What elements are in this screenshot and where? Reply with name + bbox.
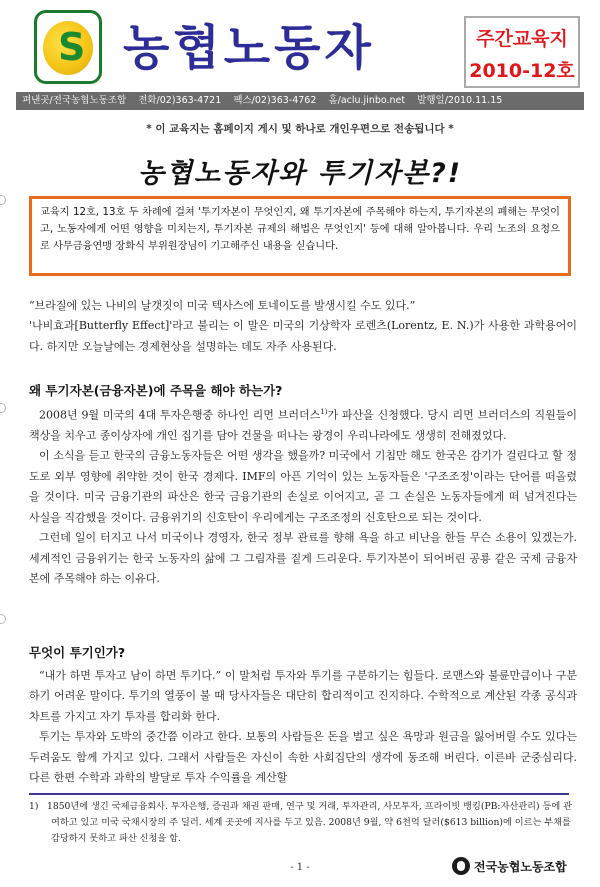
intro-box: 교육지 12호, 13호 두 차례에 걸쳐 '투기자본이 무엇인지, 왜 투기자본에 주목해야 하는지, 투기자본의 폐해는 무엇이고, 노동자에게 어떤 영향을 미치는지, 투기자본 규제의 해법은 무엇인지' 등에 대해 알아봅니다. 우리 노조의 요청으로 사무금융연맹 장화식 부위원장님이 기고해주신 내용을 싣습니다. [29,196,571,276]
publication-info-bar [16,92,584,110]
opening-paragraphs [29,296,577,357]
article-title: 농협노동자와 투기자본?! [137,158,463,189]
section-body [29,402,577,589]
binder-hole [0,195,6,205]
union-logo [34,10,102,84]
footer-org-name: 전국농협노동조합 [474,860,567,874]
phone: 전화/02)363-4721 [138,95,222,106]
issue-number: 2010-12호 [469,60,575,82]
publisher: 펴낸곳/전국농협노동조합 [22,95,127,106]
section-heading: 왜 투기자본(금융자본)에 주목을 해야 하는가? [29,383,283,398]
paragraph: “내가 하면 투자고 남이 하면 투기다.” 이 말처럼 투자와 투기를 구분하기는 힘들다. 로맨스와 불륜만큼이나 구분하기 어려운 말이다. 투기의 열풍이 불 때 당사자들은 대단히 합리적이고 진지하다. 수학적으로 계산된 각종 공식과 차트를 가지고 자기 투자를 합리화 한다. [29,669,577,723]
paragraph: 투기는 투자와 도박의 중간쯤 이라고 한다. 보통의 사람들은 돈을 벌고 싶은 욕망과 원금을 잃어버릴 수도 있다는 두려움도 함께 가지고 있다. 그래서 사람들은 자신이 속한 사회집단의 생각에 동조해 버린다. 이른바 군중심리다. 다른 한편 수학과 과학의 발달로 투자 수익률을 계산할 [29,730,577,785]
newsletter-name: 농협노동자 [123,20,375,76]
section-heading: 무엇이 투기인가? [29,645,126,660]
logo-letter: S [58,25,86,69]
paragraph-text: 가 파산을 신청했다. 당시 리먼 브러더스의 직원들이 책상을 치우고 종이상자에 개인 집기를 담아 건물을 떠나는 광경이 우리나라에도 생생히 전해졌었다. [29,408,577,443]
publish-date: 발행일/2010.11.15 [417,95,503,106]
fax: 팩스/02)363-4762 [233,95,317,106]
paragraph [29,402,577,446]
paragraph-text: 2008년 9월 미국의 4대 투자은행중 하나인 리먼 브러더스 [39,408,321,422]
masthead-header [20,8,578,92]
footnote-number: 1) [29,801,39,812]
logo-sun-icon [43,21,93,75]
issue-badge [464,16,580,88]
paragraph: 그런데 일이 터지고 나서 미국이나 경영자, 한국 정부 관료를 향해 욕을 하고 비난을 한들 무슨 소용이 있겠는가. 세계적인 금융위기는 한국 노동자의 삶에 그 그림자를 짙게 드리운다. 투기자본이 되어버린 공룡 같은 국제 금융자본에 주목해야 하는 이유다. [29,531,577,585]
paragraph: 이 소식을 듣고 한국의 금융노동자들은 어떤 생각을 했을까? 미국에서 기침만 해도 한국은 감기가 걸린다고 할 정도로 외부 영향에 취약한 것이 한국 경제다. IMF의 아픈 기억이 있는 노동자들은 '구조조정'이라는 단어를 떠올렸을 것이다. 미국 금융기관의 파산은 한국 금융기관의 손실로 이어지고, 곧 그 손실은 노동자들에게 떠 넘겨진다는 사실을 직감했을 것이다. 금융위기의 신호탄이 우리에게는 구조조정의 신호탄으로 되는 것이다. [29,449,577,524]
issue-type: 주간교육지 [476,28,568,50]
page-number: - 1 - [290,862,310,873]
footer-org-logo [452,856,592,878]
footnote-ref[interactable]: 1) [320,408,328,416]
opening-quote: “브라질에 있는 나비의 날갯짓이 미국 텍사스에 토네이도를 발생시킬 수도 있다.” [29,299,416,312]
union-mark-icon [452,857,470,875]
opening-explanation: '나비효과[Butterfly Effect]'라고 불리는 이 말은 미국의 기상학자 로렌츠(Lorentz, E. N.)가 사용한 과학용어이다. 하지만 오늘날에는 경제현상을 설명하는 데도 자주 사용된다. [29,319,577,353]
binder-hole [0,403,6,413]
binder-hole [0,614,6,624]
section-body [29,666,577,788]
footnote-text: 1850년에 생긴 국제금융회사. 투자은행, 증권과 채권 판매, 연구 및 거래, 투자관리, 사모투자, 프라이빗 뱅킹(PB:자산관리) 등에 관여하고 있고 미국 국채시장의 주 딜러. 세계 곳곳에 지사를 두고 있음. 2008년 9월, 약 6천억 달러($613 billion)에 이르는 부채를 감당하지 못하고 파산 신청을 함. [47,801,573,844]
footnote [29,799,577,847]
distribution-notice: * 이 교육지는 홈페이지 게시 및 하나로 개인우편으로 전송됩니다 * [146,123,454,135]
homepage-link[interactable]: 홈/aclu.jinbo.net [328,95,406,106]
footnote-divider [29,793,569,795]
